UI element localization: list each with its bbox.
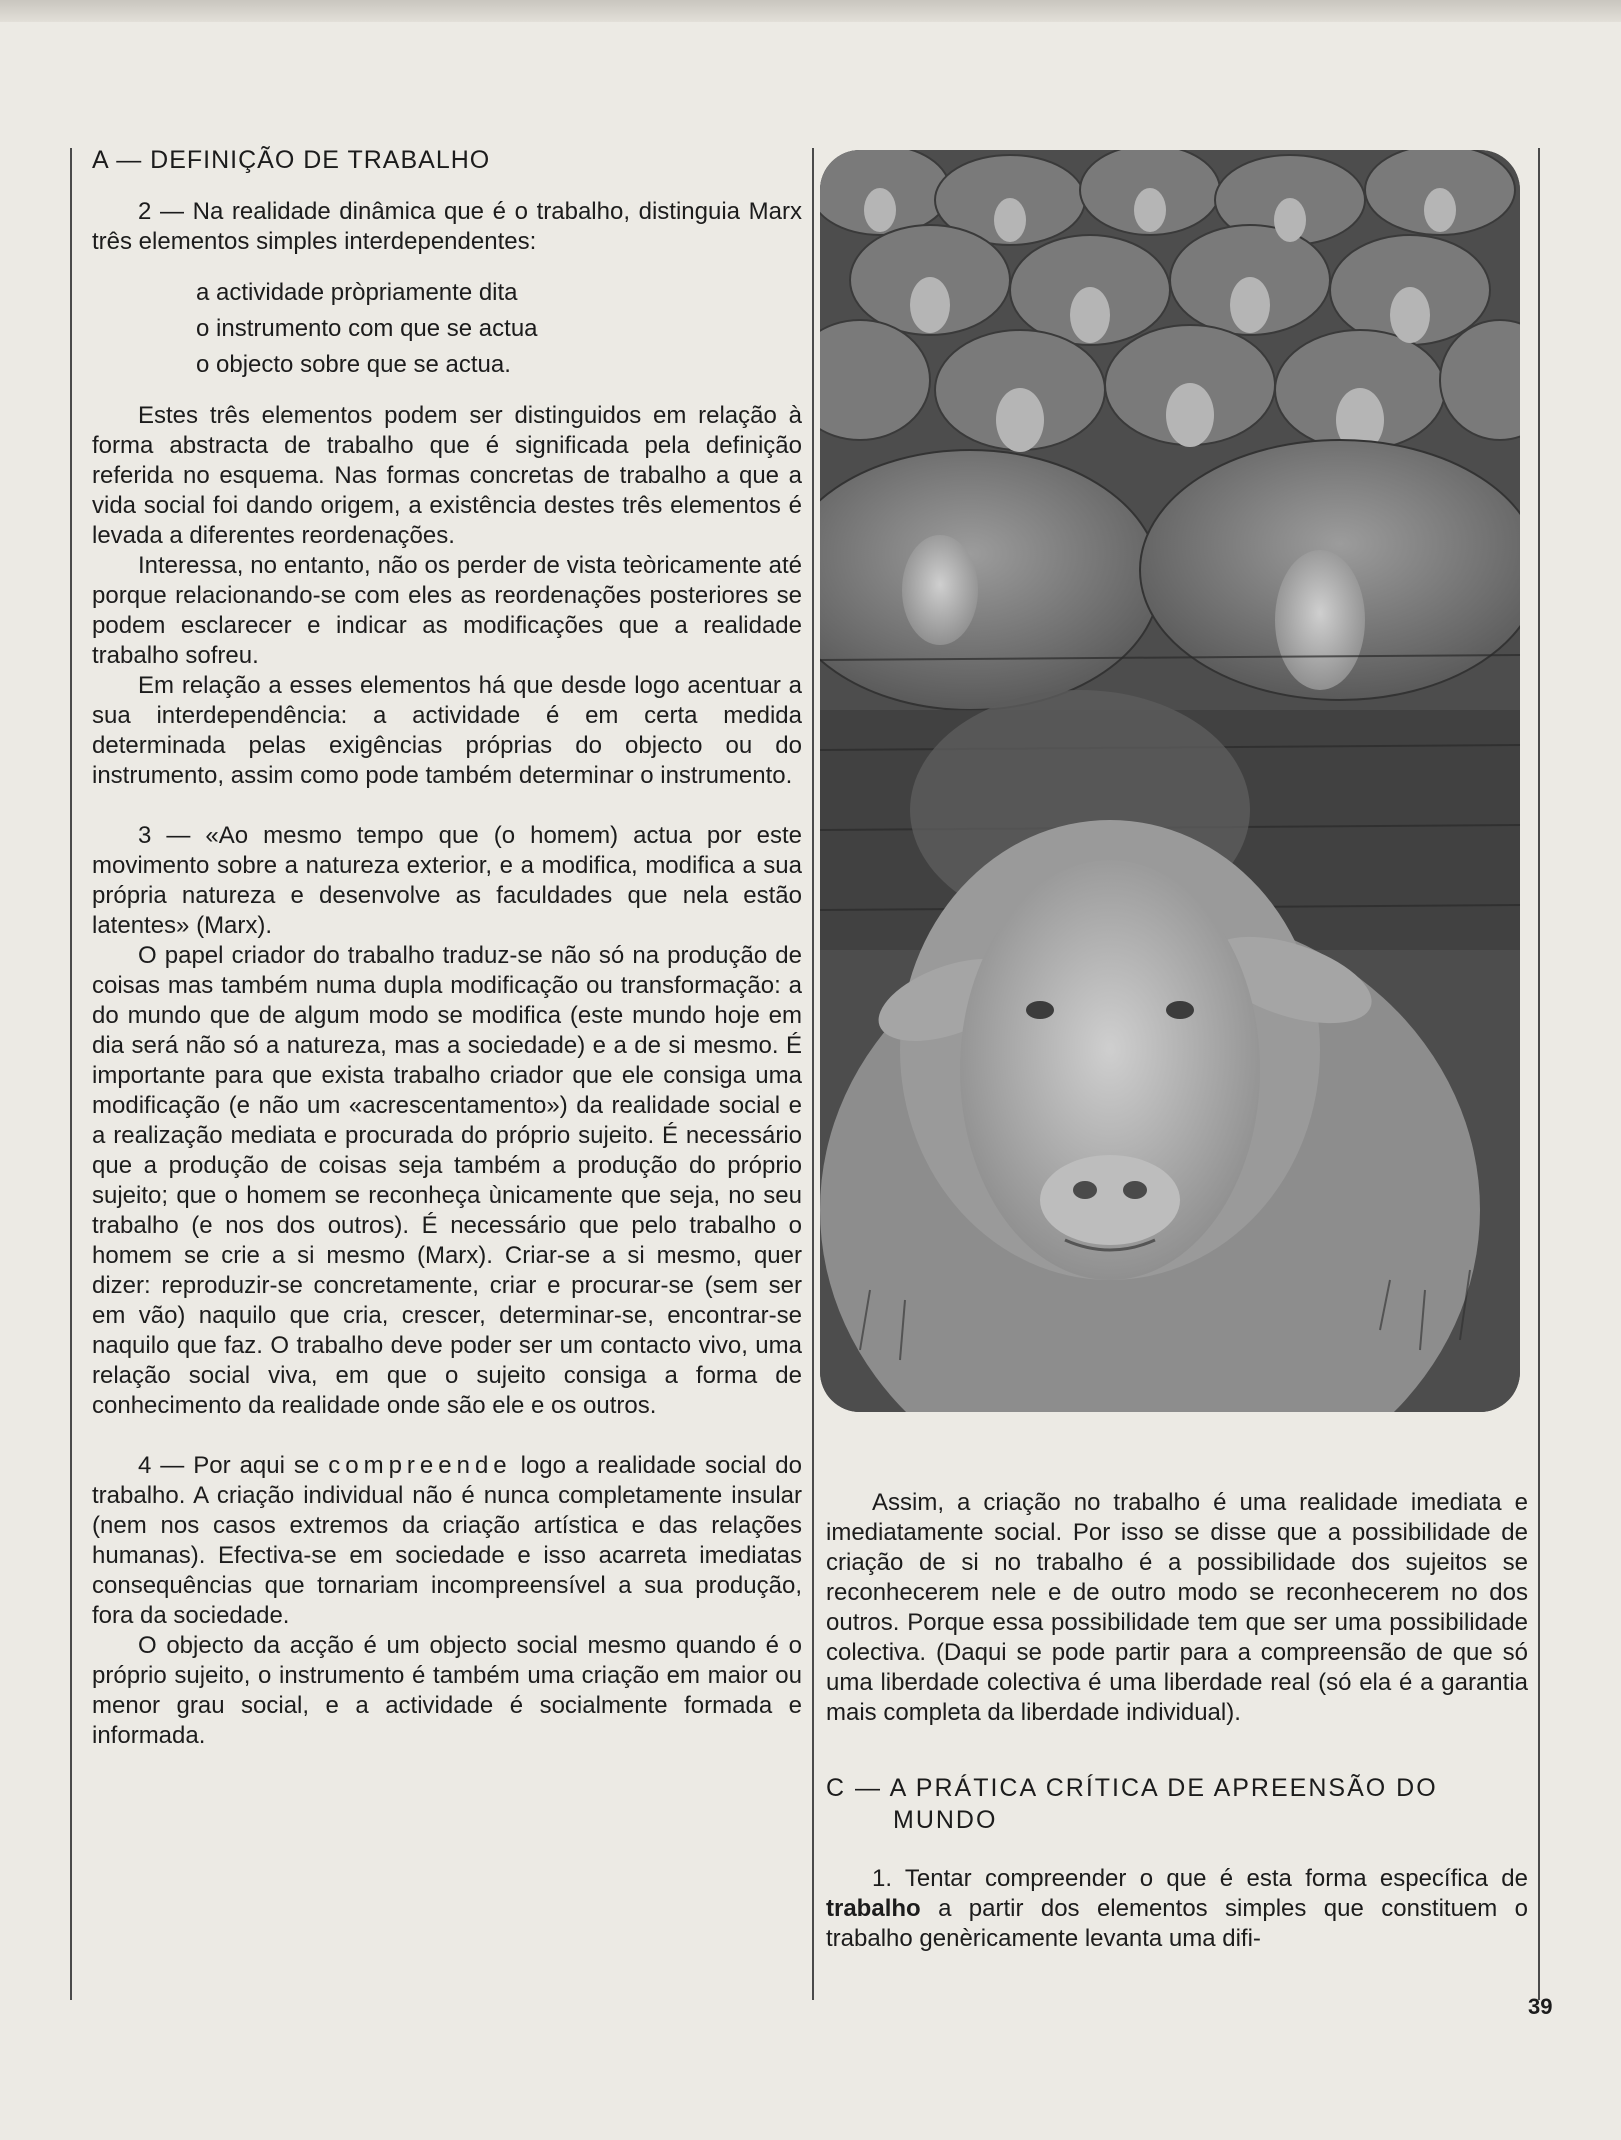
paragraph-4: 4 — Por aqui se compreende logo a realidade social do trabalho. A criação individual não é nunca completamente insular (nem nos casos extremos da criação artística e das relações humanas). Efectiva-se em sociedade e isso acarreta imediatas consequências que tornariam incompreensível a sua produção, fora da sociedade.	[92, 1452, 802, 1629]
paragraph: Interessa, no entanto, não os perder de vista teòricamente até porque relacionando-se com eles as reordenações posteriores se podem esclarecer e indicar as modificações que a realidade trabalho sofreu.	[92, 552, 802, 669]
top-edge	[0, 0, 1621, 22]
left-column-rule	[70, 148, 72, 2000]
section-heading-c-line: MUNDO	[893, 1806, 998, 1834]
paragraph-3: 3 — «Ao mesmo tempo que (o homem) actua por este movimento sobre a natureza exterior, e a modifica, modifica a sua própria natureza e desenvolve as faculdades que nela estão latentes» (Marx).	[92, 822, 802, 939]
paragraph-c1: 1. Tentar compreender o que é esta forma específica de trabalho a partir dos elementos simples que constituem o trabalho genèricamente levanta uma difi-	[826, 1865, 1528, 1952]
sheep-photo	[820, 150, 1520, 1412]
list-item: o objecto sobre que se actua.	[196, 351, 511, 378]
paragraph: Em relação a esses elementos há que desde logo acentuar a sua interdependência: a actividade é em certa medida determinada pelas exigências próprias do objecto ou do instrumento, assim como pode também determinar o instrumento.	[92, 672, 802, 789]
section-heading-c-line: C — A PRÁTICA CRÍTICA DE APREENSÃO DO	[826, 1774, 1438, 1802]
list-item: o instrumento com que se actua	[196, 315, 538, 342]
right-column-rule	[1538, 148, 1540, 2000]
sheep-illustration	[820, 150, 1520, 1412]
right-column	[826, 1488, 1528, 1954]
paragraph: Estes três elementos podem ser distinguidos em relação à forma abstracta de trabalho que é significada pela definição referida no esquema. Nas formas concretas de trabalho a que a vida social foi dando origem, a existência destes três elementos é levada a diferentes reordenações.	[92, 402, 802, 549]
page-number: 39	[1528, 1994, 1553, 2019]
paragraph: Assim, a criação no trabalho é uma realidade imediata e imediatamente social. Por isso se disse que a possibilidade de criação de si no trabalho é a possibilidade dos sujeitos se reconhecerem nele e de outro modo se reconhecerem no dos outros. Porque essa possibilidade tem que ser uma possibilidade colectiva. (Daqui se pode partir para a compreensão de que só uma liberdade colectiva é uma liberdade real (só ela é a garantia mais completa da liberdade individual).	[826, 1489, 1528, 1726]
paragraph: O papel criador do trabalho traduz-se não só na produção de coisas mas também numa dupla modificação ou transformação: a do mundo que de algum modo se modifica (este mundo hoje em dia será não só a natureza, mas a sociedade) e a de si mesmo. É importante para que exista trabalho criador que ele consiga uma modificação (e não um «acrescentamento») da realidade social e a realização mediata e procurada do próprio sujeito. É necessário que a produção de coisas seja também a produção do próprio sujeito; que o homem se reconheça ùnicamente que seja, no seu trabalho (e nos dos outros). É necessário que pelo trabalho o homem se crie a si mesmo (Marx). Criar-se a si mesmo, quer dizer: reproduzir-se concretamente, criar e procurar-se (sem ser em vão) naquilo que cria, crescer, determinar-se, encontrar-se naquilo que faz. O trabalho deve poder ser um contacto vivo, uma relação social viva, em que o sujeito consiga a forma de conhecimento da realidade onde são ele e os outros.	[92, 942, 802, 1419]
paragraph-2: 2 — Na realidade dinâmica que é o trabalho, distinguia Marx três elementos simples interdependentes:	[92, 198, 802, 255]
section-heading-a: A — DEFINIÇÃO DE TRABALHO	[92, 146, 491, 174]
elements-list	[196, 275, 802, 383]
left-column	[92, 145, 802, 1751]
center-column-rule	[812, 148, 814, 2000]
section-heading-c	[826, 1772, 1528, 1836]
paragraph: O objecto da acção é um objecto social mesmo quando é o próprio sujeito, o instrumento é também uma criação em maior ou menor grau social, e a actividade é socialmente formada e informada.	[92, 1632, 802, 1749]
list-item: a actividade pròpriamente dita	[196, 279, 518, 306]
